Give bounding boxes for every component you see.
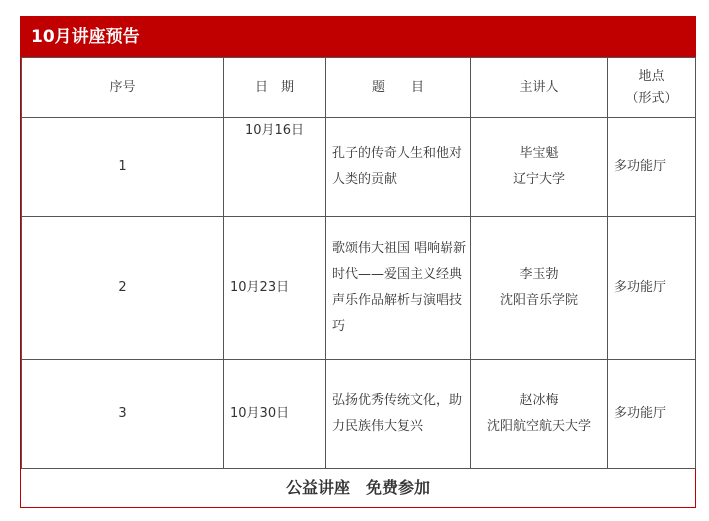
- row-no: 2: [22, 217, 224, 360]
- row-speaker: [471, 217, 608, 360]
- row-speaker: [471, 118, 608, 217]
- header-speaker: 主讲人: [471, 58, 608, 118]
- speaker-name: 李玉勃: [519, 267, 559, 282]
- title-bar: [21, 17, 695, 57]
- header-date: 日 期: [224, 58, 326, 118]
- speaker-name: 毕宝魁: [519, 146, 559, 161]
- speaker-org: 沈阳航空航天大学: [486, 419, 591, 434]
- row-speaker: [471, 360, 608, 469]
- speaker-org: 沈阳音乐学院: [499, 293, 578, 308]
- table-row: [22, 217, 696, 360]
- footer-note: 公益讲座 免费参加: [285, 478, 430, 497]
- table-row: [22, 118, 696, 217]
- row-topic: 歌颂伟大祖国 唱响崭新时代——爱国主义经典声乐作品解析与演唱技巧: [326, 217, 471, 360]
- row-no: 3: [22, 360, 224, 469]
- row-location: 多功能厅: [608, 217, 696, 360]
- table-header-row: [22, 58, 696, 118]
- row-location: 多功能厅: [608, 360, 696, 469]
- header-location: [608, 58, 696, 118]
- header-location-line1: 地点: [638, 68, 665, 84]
- speaker-org: 辽宁大学: [512, 172, 565, 187]
- speaker-name: 赵冰梅: [519, 393, 559, 408]
- header-topic: 题 目: [326, 58, 471, 118]
- row-date: 10月23日: [224, 217, 326, 360]
- lecture-schedule-panel: [20, 16, 696, 508]
- schedule-table: [21, 57, 696, 469]
- table-row: [22, 360, 696, 469]
- page-title: 10月讲座预告: [31, 27, 140, 47]
- row-topic: 孔子的传奇人生和他对人类的贡献: [326, 118, 471, 217]
- row-topic: 弘扬优秀传统文化，助力民族伟大复兴: [326, 360, 471, 469]
- row-date: 10月30日: [224, 360, 326, 469]
- row-no: 1: [22, 118, 224, 217]
- row-location: 多功能厅: [608, 118, 696, 217]
- header-location-line2: （形式）: [625, 90, 678, 106]
- header-no: 序号: [22, 58, 224, 118]
- row-date: 10月16日: [224, 118, 326, 217]
